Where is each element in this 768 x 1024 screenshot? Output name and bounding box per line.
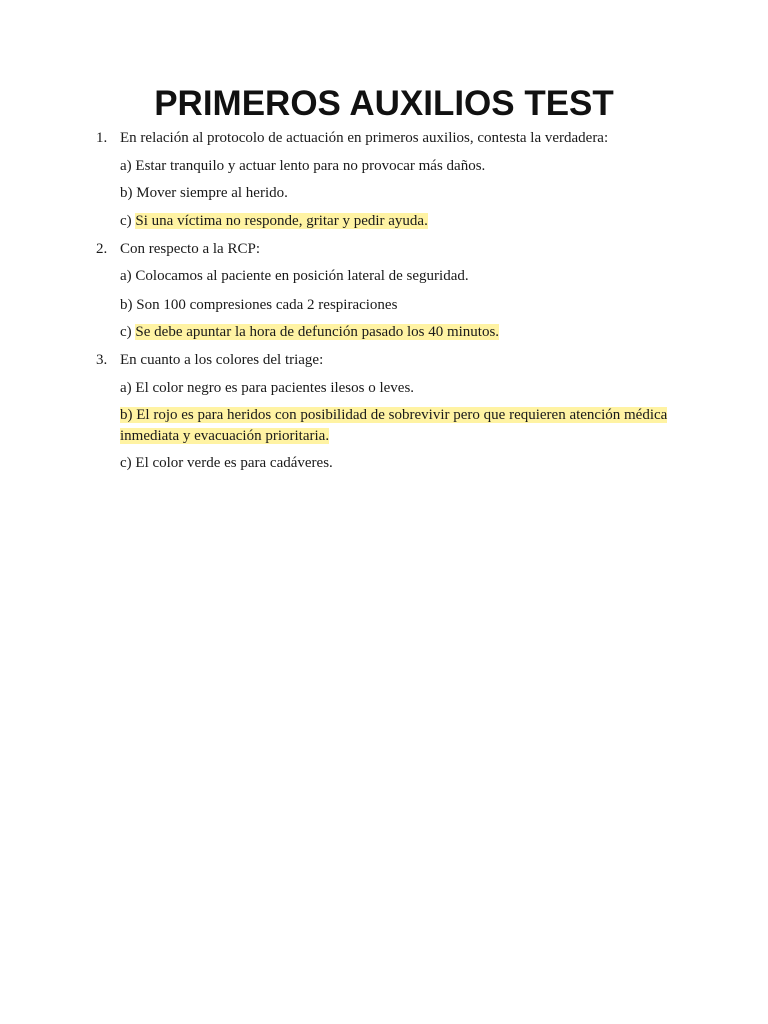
option-text: Son 100 compresiones cada 2 respiraciones (136, 297, 398, 313)
question-2-text: Con respecto a la RCP: (120, 241, 260, 257)
option-text: Colocamos al paciente en posición lateral de seguridad. (135, 268, 469, 284)
question-3-option-c (120, 453, 333, 473)
option-prefix: b) (120, 297, 133, 313)
option-text: El color verde es para cadáveres. (135, 455, 333, 471)
question-1-text: En relación al protocolo de actuación en primeros auxilios, contesta la verdadera: (120, 130, 609, 146)
option-prefix: c) (120, 324, 132, 340)
option-text: El color negro es para pacientes ilesos o leves. (135, 380, 415, 396)
option-prefix: a) (120, 380, 132, 396)
question-1-option-a (120, 156, 485, 176)
option-text: Mover siempre al herido. (136, 185, 288, 201)
highlighted-answer: Se debe apuntar la hora de defunción pasado los 40 minutos. (135, 324, 500, 340)
question-1-option-b (120, 183, 288, 203)
page-title: PRIMEROS AUXILIOS TEST (154, 84, 614, 123)
question-1-number: 1. (96, 130, 108, 146)
option-prefix: c) (120, 213, 132, 229)
highlighted-answer: El rojo es para heridos con posibilidad de sobrevivir pero que requieren atención médica (136, 407, 668, 423)
option-prefix: c) (120, 455, 132, 471)
question-2-number: 2. (96, 241, 108, 257)
option-prefix: a) (120, 268, 132, 284)
question-3-text: En cuanto a los colores del triage: (120, 352, 324, 368)
option-prefix: a) (120, 158, 132, 174)
question-3-option-a (120, 378, 414, 398)
highlighted-answer-prefix: b) (120, 407, 133, 423)
option-prefix: b) (120, 185, 133, 201)
highlighted-answer-continued: inmediata y evacuación prioritaria. (120, 428, 330, 444)
question-3-number: 3. (96, 352, 108, 368)
option-text: Estar tranquilo y actuar lento para no provocar más daños. (135, 158, 486, 174)
question-1-option-c (120, 211, 428, 231)
highlighted-answer: Si una víctima no responde, gritar y pedir ayuda. (135, 213, 428, 229)
question-2-option-c (120, 322, 499, 342)
question-2-option-b (120, 295, 397, 315)
question-3-option-b-continued (120, 426, 329, 446)
question-2-option-a (120, 266, 469, 286)
question-3-option-b (120, 405, 667, 425)
